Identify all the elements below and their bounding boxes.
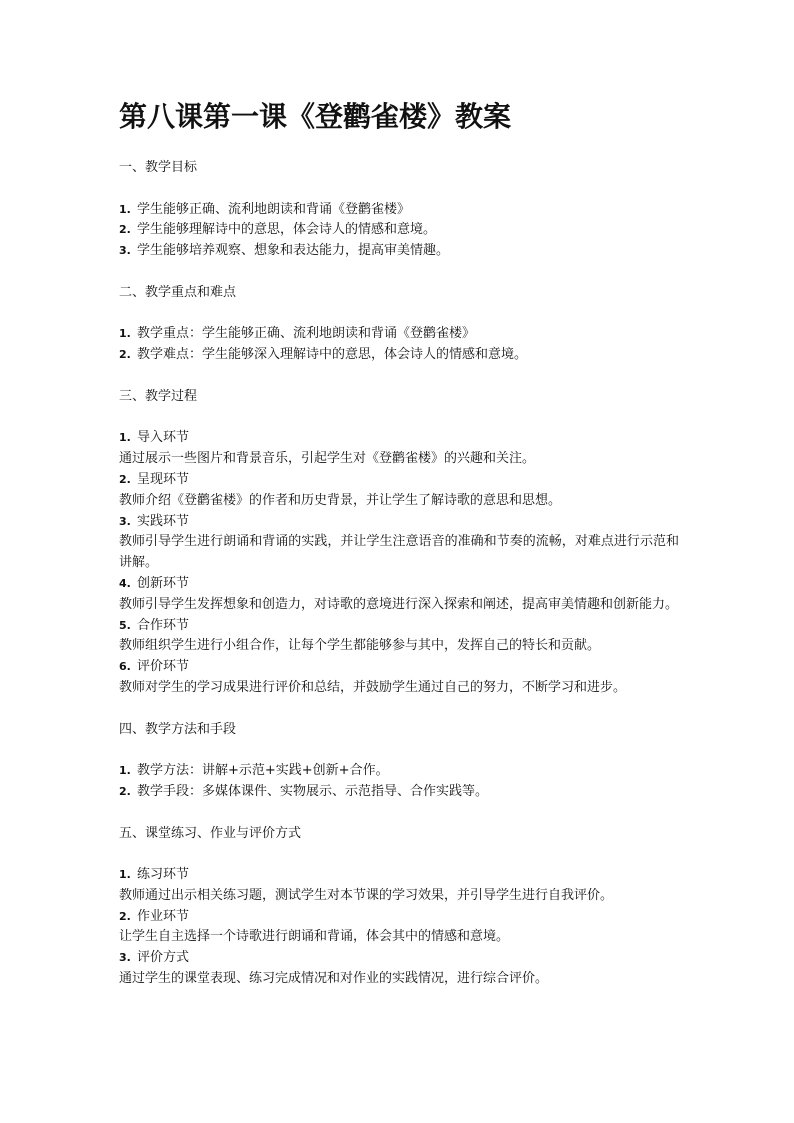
step-label	[119, 616, 679, 637]
step-description: 通过学生的课堂表现、练习完成情况和对作业的实践情况，进行综合评价。	[119, 971, 549, 987]
step-label	[119, 512, 679, 533]
numbered-list	[119, 200, 679, 262]
step-description: 教师引导学生进行朗诵和背诵的实践，并让学生注意语音的准确和节奏的流畅，对难点进行示范和讲解。	[119, 534, 679, 571]
item-number: 1.	[119, 327, 131, 341]
step-label	[119, 865, 679, 886]
item-text: 教学重点：学生能够正确、流利地朗读和背诵《登鹳雀楼》	[137, 326, 476, 342]
item-number: 3.	[119, 514, 131, 528]
document-title: 第八课第一课《登鹳雀楼》教案	[119, 100, 512, 133]
section-heading: 三、教学过程	[119, 388, 198, 404]
document-body	[119, 158, 679, 990]
item-number: 2.	[119, 472, 131, 486]
step-description: 通过展示一些图片和背景音乐，引起学生对《登鹳雀楼》的兴趣和关注。	[119, 451, 536, 467]
item-number: 2.	[119, 223, 131, 237]
step-label	[119, 657, 679, 678]
list-item	[119, 220, 679, 241]
list-item	[119, 200, 679, 221]
item-number: 5.	[119, 618, 131, 632]
step-list	[119, 428, 679, 698]
step-title: 评价环节	[137, 659, 190, 675]
item-number: 1.	[119, 431, 131, 445]
step-list	[119, 865, 679, 990]
item-number: 2.	[119, 784, 131, 798]
step-label	[119, 428, 679, 449]
list-item	[119, 241, 679, 262]
item-number: 1.	[119, 202, 131, 216]
step-title: 创新环节	[137, 575, 190, 591]
numbered-list	[119, 761, 679, 803]
section-heading: 五、课堂练习、作业与评价方式	[119, 825, 302, 841]
item-number: 2.	[119, 348, 131, 362]
list-item	[119, 345, 679, 366]
step-title: 作业环节	[137, 908, 190, 924]
section-heading: 一、教学目标	[119, 160, 198, 175]
step-title: 练习环节	[137, 867, 190, 883]
item-number: 3.	[119, 244, 131, 258]
step-title: 实践环节	[137, 513, 190, 529]
item-number: 1.	[119, 868, 131, 882]
item-number: 6.	[119, 660, 131, 674]
step-label	[119, 574, 679, 595]
step-description: 让学生自主选择一个诗歌进行朗诵和背诵，体会其中的情感和意境。	[119, 929, 510, 945]
step-label	[119, 948, 679, 969]
item-text: 教学难点：学生能够深入理解诗中的意思，体会诗人的情感和意境。	[137, 347, 528, 363]
item-text: 教学方法：讲解+示范+实践+创新+合作。	[137, 763, 389, 779]
list-item	[119, 324, 679, 345]
step-title: 呈现环节	[137, 471, 190, 487]
item-number: 4.	[119, 576, 131, 590]
step-description: 教师引导学生发挥想象和创造力，对诗歌的意境进行深入探索和阐述，提高审美情趣和创新能力。	[119, 596, 679, 612]
step-description: 教师组织学生进行小组合作，让每个学生都能够参与其中，发挥自己的特长和贡献。	[119, 638, 601, 654]
list-item	[119, 761, 679, 782]
step-title: 导入环节	[137, 430, 190, 446]
step-title: 评价方式	[137, 950, 190, 966]
step-title: 合作环节	[137, 617, 190, 633]
numbered-list	[119, 324, 679, 366]
step-description: 教师介绍《登鹳雀楼》的作者和历史背景，并让学生了解诗歌的意思和思想。	[119, 492, 562, 508]
item-number: 2.	[119, 909, 131, 923]
section-heading: 二、教学重点和难点	[119, 284, 237, 300]
item-text: 学生能够培养观察、想象和表达能力，提高审美情趣。	[137, 243, 450, 259]
step-description: 教师通过出示相关练习题，测试学生对本节课的学习效果，并引导学生进行自我评价。	[119, 887, 614, 903]
step-label	[119, 907, 679, 928]
item-number: 1.	[119, 764, 131, 778]
step-label	[119, 470, 679, 491]
item-text: 学生能够理解诗中的意思，体会诗人的情感和意境。	[137, 222, 437, 238]
item-text: 教学手段：多媒体课件、实物展示、示范指导、合作实践等。	[137, 783, 489, 799]
item-text: 学生能够正确、流利地朗读和背诵《登鹳雀楼》	[137, 201, 411, 217]
list-item	[119, 782, 679, 803]
section-heading: 四、教学方法和手段	[119, 721, 237, 737]
item-number: 3.	[119, 951, 131, 965]
step-description: 教师对学生的学习成果进行评价和总结，并鼓励学生通过自己的努力，不断学习和进步。	[119, 679, 627, 695]
